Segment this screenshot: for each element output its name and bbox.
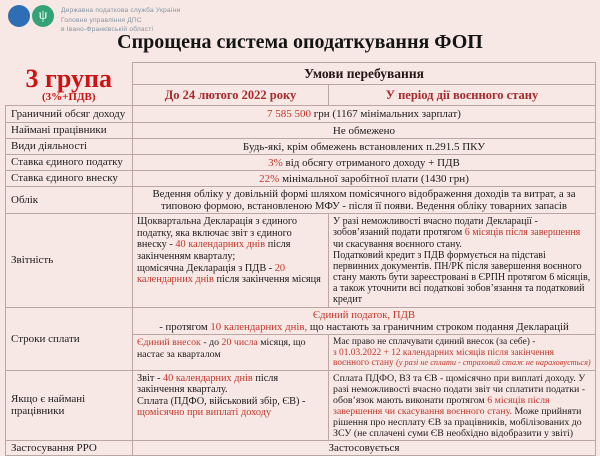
with-employees-before-war: Звіт - 40 календарних днів після закінчення кварталу. Сплата (ПДФО, військовий збір, ЄВ) - щомісячно при виплаті доходу xyxy=(133,370,329,441)
row-label-employees: Наймані працівники xyxy=(6,123,133,139)
row-label-payment-terms: Строки сплати xyxy=(6,307,133,370)
reporting-wartime: У разі неможливості вчасно подати Декларації - зобов’язаний подати протягом 6 місяців після завершення чи скасування воєнного стану. Податковий кредит з ПДВ формується на підставі первинних документів. ПН/РК після завершення воєнного стану мають бути зареєстровані в ЄРПН протягом 6 місяців, а також уточнити всі податкові зобов’язання та податковий кредит xyxy=(329,214,596,308)
row-label-rro: Застосування РРО xyxy=(6,441,133,456)
employees-value: Не обмежено xyxy=(133,123,596,139)
table-row xyxy=(6,370,596,441)
payment-terms-before-war: Єдиний внесок - до 20 числа місяця, що настає за кварталом xyxy=(133,335,329,370)
page-title: Спрощена система оподаткування ФОП xyxy=(117,31,483,53)
payment-terms-common: Єдиний податок, ПДВ - протягом 10 календарних днів, що настають за граничним строком подання Декларацій xyxy=(133,307,596,335)
with-employees-wartime: Сплата ПДФО, ВЗ та ЄВ - щомісячно при виплаті доходу. У разі неможливості вчасно подати звіт чи сплатити податки - обов’язок мають виконати протягом 6 місяців після завершення чи скасування воєнного стану. Може прийняти рішення про несплату ЄВ за працівників, мобілізованих до ЗСУ (не сплачені суми ЄВ необхідно відобразити у звіті) xyxy=(329,370,596,441)
table-row xyxy=(6,139,596,155)
col-header-before-war: До 24 лютого 2022 року xyxy=(133,85,329,106)
activities-value: Будь-які, крім обмежень встановлених п.291.5 ПКУ xyxy=(133,139,596,155)
group-header-cell xyxy=(6,63,133,106)
trident-glyph: ψ xyxy=(38,8,48,23)
row-label-income-limit: Граничний обсяг доходу xyxy=(6,106,133,123)
row-label-contribution-rate: Ставка єдиного внеску xyxy=(6,171,133,187)
table-row xyxy=(6,187,596,214)
income-limit-value: 7 585 500 грн (1167 мінімальних зарплат) xyxy=(133,106,596,123)
table-row xyxy=(6,441,596,456)
page-header xyxy=(0,0,600,62)
accounting-value: Ведення обліку у довільній формі шляхом помісячного відображення доходів та витрат, а за типовою формою, встановленою МФУ - після її появи. Ведення обліку товарних запасів xyxy=(133,187,596,214)
contribution-rate-value: 22% мінімальної заробітної плати (1430 грн) xyxy=(133,171,596,187)
table-row xyxy=(6,155,596,171)
col-header-wartime: У період дії воєнного стану xyxy=(329,85,596,106)
org-line-2: Головне управління ДПС xyxy=(61,16,142,24)
row-label-reporting: Звітність xyxy=(6,214,133,308)
table-row xyxy=(6,307,596,335)
tax-conditions-table xyxy=(5,62,596,456)
group-name: 3 група xyxy=(25,63,112,93)
table-row xyxy=(6,214,596,308)
table-row xyxy=(6,171,596,187)
table-row xyxy=(6,123,596,139)
blue-circle-icon xyxy=(8,5,30,27)
row-label-with-employees: Якщо є наймані працівники xyxy=(6,370,133,441)
row-label-tax-rate: Ставка єдиного податку xyxy=(6,155,133,171)
row-label-activities: Види діяльності xyxy=(6,139,133,155)
conditions-header: Умови перебування xyxy=(133,63,596,85)
reporting-before-war: Щоквартальна Декларація з єдиного податку, яка включає звіт з єдиного внеску - 40 календарних днів після закінченням кварталу; щомісячна Декларація з ПДВ - 20 календарних днів після закінчення місяця xyxy=(133,214,329,308)
payment-terms-wartime: Має право не сплачувати єдиний внесок (за себе) - з 01.03.2022 + 12 календарних місяців після закінчення воєнного стану (у разі не сплати - страховий стаж не нараховується) xyxy=(329,335,596,370)
org-line-1: Державна податкова служба України xyxy=(61,7,181,14)
group-rate-sub: (3%+ПДВ) xyxy=(41,90,96,103)
table-row xyxy=(6,106,596,123)
rro-value: Застосовується xyxy=(133,441,596,456)
trident-icon xyxy=(32,5,54,27)
org-line-3: в Івано-Франківській області xyxy=(61,26,154,34)
row-label-accounting: Облік xyxy=(6,187,133,214)
tax-rate-value: 3% від обсягу отриманого доходу + ПДВ xyxy=(133,155,596,171)
